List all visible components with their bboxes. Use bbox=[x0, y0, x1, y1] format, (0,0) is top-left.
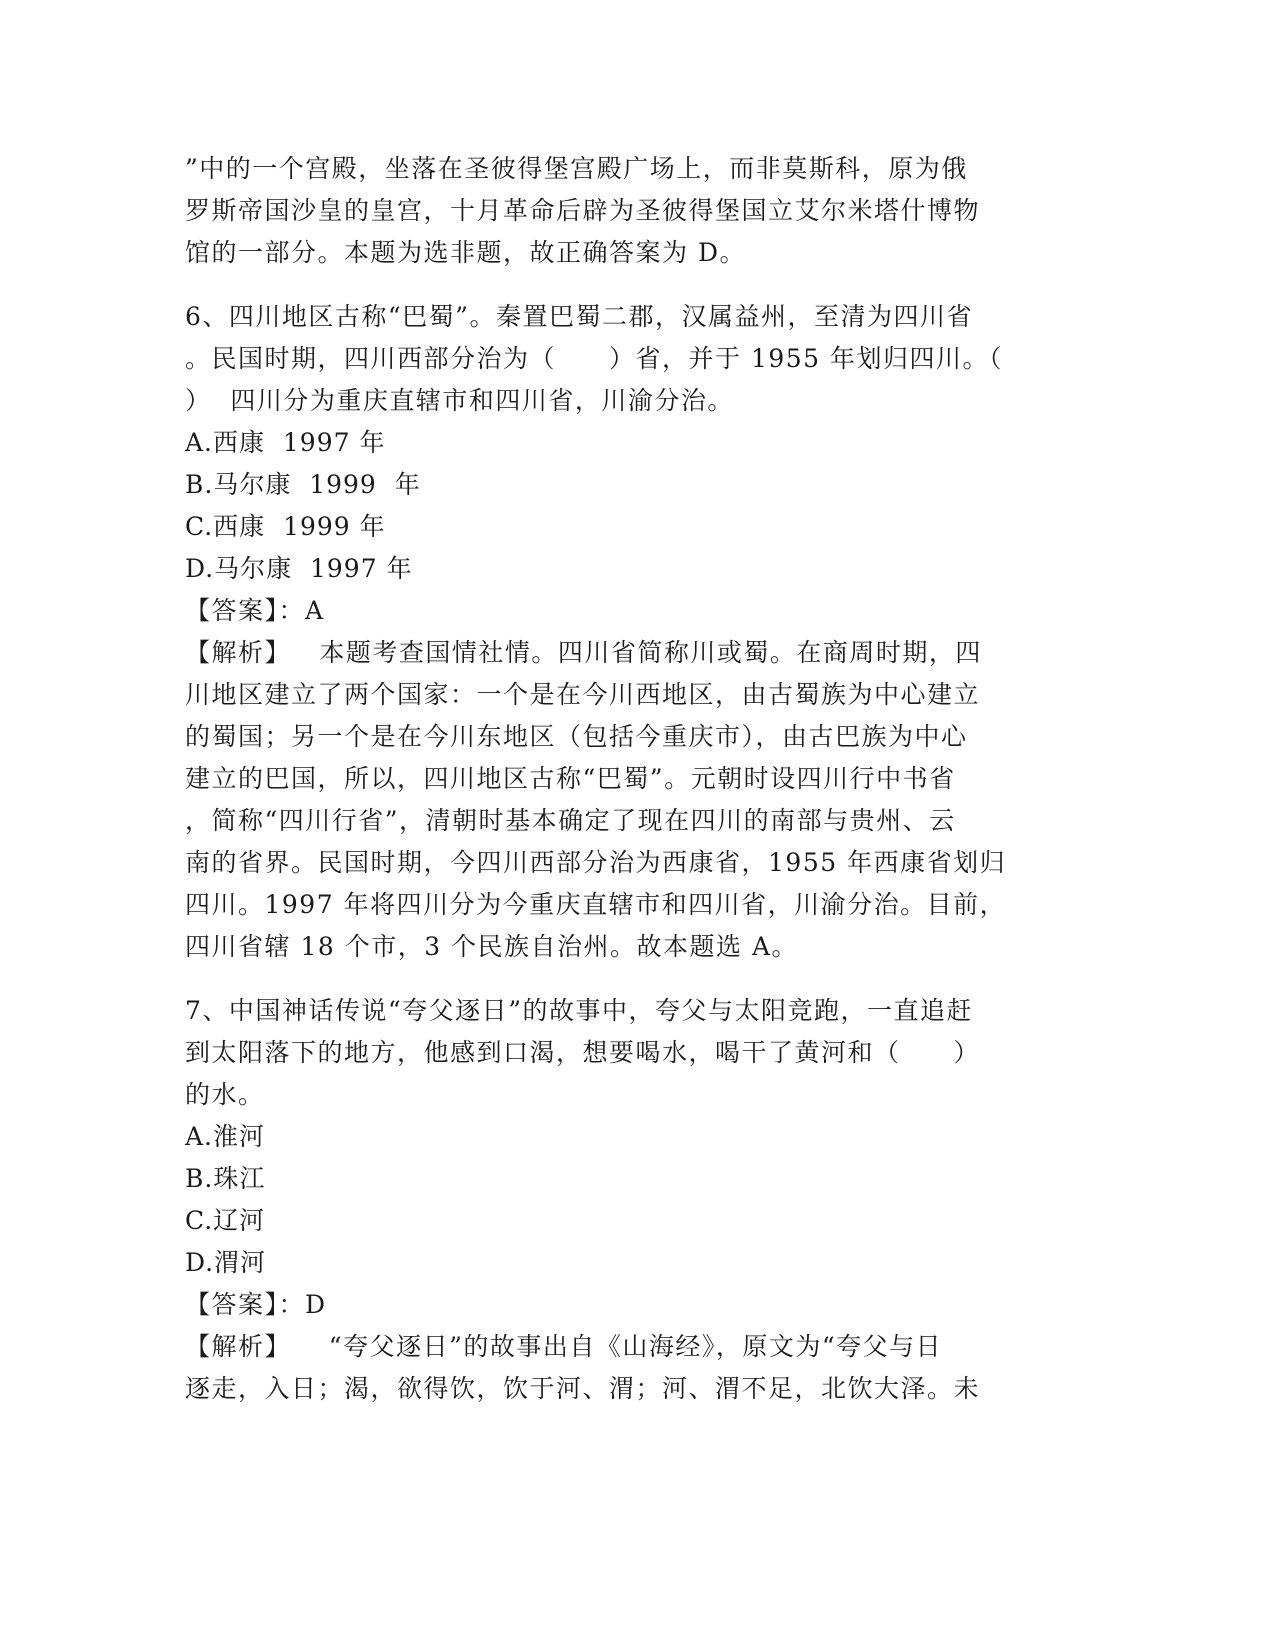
question-stem-line: ） 四川分为重庆直辖市和四川省，川渝分治。 bbox=[185, 386, 734, 415]
document-body bbox=[185, 148, 1090, 1410]
option-d: D.渭河 bbox=[185, 1248, 267, 1277]
option-d: D.马尔康 1997 年 bbox=[185, 554, 413, 583]
previous-analysis-continuation bbox=[185, 148, 1090, 274]
analysis-line: ，简称“四川行省”，清朝时基本确定了现在四川的南部与贵州、云 bbox=[185, 806, 956, 835]
analysis-line: 【解析】 本题考查国情社情。四川省简称川或蜀。在商周时期，四 bbox=[185, 638, 982, 667]
question-stem-line: 到太阳落下的地方，他感到口渴，想要喝水，喝干了黄河和（ ） bbox=[185, 1038, 981, 1067]
question-stem-line: 的水。 bbox=[185, 1080, 265, 1109]
analysis-line: 【解析】 “夸父逐日”的故事出自《山海经》，原文为“夸父与日 bbox=[185, 1332, 943, 1361]
question-7 bbox=[185, 990, 1090, 1410]
text-line: 罗斯帝国沙皇的皇宫，十月革命后辟为圣彼得堡国立艾尔米塔什博物 bbox=[185, 196, 981, 225]
analysis-line: 建立的巴国，所以，四川地区古称“巴蜀”。元朝时设四川行中书省 bbox=[185, 764, 956, 793]
analysis-line: 四川省辖 18 个市，3 个民族自治州。故本题选 A。 bbox=[185, 932, 799, 961]
analysis-line: 川地区建立了两个国家：一个是在今川西地区，由古蜀族为中心建立 bbox=[185, 680, 981, 709]
question-stem-line: 6、四川地区古称“巴蜀”。秦置巴蜀二郡，汉属益州，至清为四川省 bbox=[185, 302, 973, 331]
option-c: C.西康 1999 年 bbox=[185, 512, 386, 541]
analysis-line: 南的省界。民国时期，今四川西部分治为西康省，1955 年西康省划归 bbox=[185, 848, 1007, 877]
answer-line: 【答案】：D bbox=[185, 1290, 327, 1319]
text-line: 馆的一部分。本题为选非题，故正确答案为 D。 bbox=[185, 238, 746, 267]
analysis-line: 四川。1997 年将四川分为今重庆直辖市和四川省，川渝分治。目前， bbox=[185, 890, 1007, 919]
question-stem-line: 7、中国神话传说“夸父逐日”的故事中，夸父与太阳竞跑，一直追赶 bbox=[185, 996, 973, 1025]
option-b: B.马尔康 1999 年 bbox=[185, 470, 421, 499]
option-b: B.珠江 bbox=[185, 1164, 266, 1193]
analysis-line: 的蜀国；另一个是在今川东地区（包括今重庆市），由古巴族为中心 bbox=[185, 722, 968, 751]
question-stem-line: 。民国时期，四川西部分治为（ ）省，并于 1955 年划归四川。（ bbox=[185, 344, 1004, 373]
option-a: A.西康 1997 年 bbox=[185, 428, 386, 457]
option-a: A.淮河 bbox=[185, 1122, 266, 1151]
answer-line: 【答案】：A bbox=[185, 596, 325, 625]
analysis-line: 逐走，入日；渴，欲得饮，饮于河、渭；河、渭不足，北饮大泽。未 bbox=[185, 1374, 981, 1403]
text-line: ”中的一个宫殿，坐落在圣彼得堡宫殿广场上，而非莫斯科，原为俄 bbox=[185, 154, 968, 183]
question-6 bbox=[185, 296, 1090, 968]
option-c: C.辽河 bbox=[185, 1206, 266, 1235]
